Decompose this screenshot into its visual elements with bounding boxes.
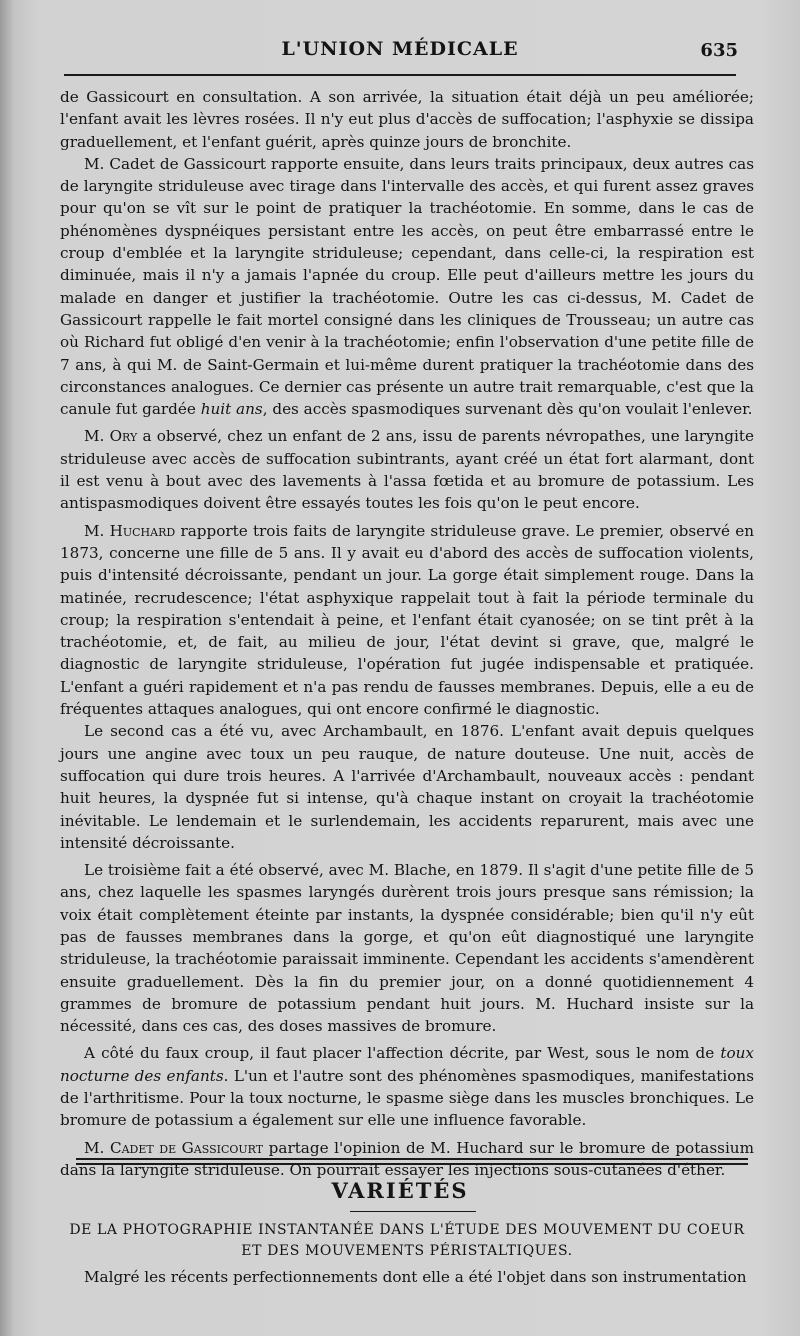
paragraph-8-prefix: M. [84,1138,110,1157]
paragraph-2-end: , des accès spasmodiques survenant dès qu'on voulait l'enlever. [262,400,753,419]
running-title: L'UNION MÉDICALE [281,38,519,60]
article-first-line: Malgré les récents perfectionnements dont elle a été l'objet dans son instrumentation [84,1268,747,1286]
paragraph-2-text: M. Cadet de Gassicourt rapporte ensuite, dans leurs traits principaux, deux autres cas de laryngite striduleuse avec tirage dans l'intervalle des accès, et qui furent assez graves pour qu'on se vît sur le point de pratiquer la trachéotomie. En somme, dans le cas de phénomènes dyspnéiques persistant entre les accès, on peut être embarrassé entre le croup d'emblée et la laryngite striduleuse; cependant, dans celle-ci, la respiration est diminuée, mais il n'y a jamais l'apnée du croup. Elle peut d'ailleurs mettre les jours du malade en danger et justifier la trachéotomie. Outre les cas ci-dessus, M. Cadet de Gassicourt rappelle le fait mortel consigné dans les cliniques de Trousseau; un autre cas où Richard fut obligé d'en venir à la trachéotomie; enfin l'observation d'une petite fille de 7 ans, à qui M. de Saint-Germain et lui-même durent pratiquer la trachéotomie dans des circonstances analogues. Ce dernier cas présente un autre trait remarquable, c'est que la canule fut gardée [60,154,754,419]
paragraph-7-text: A côté du faux croup, il faut placer l'affection décrite, par West, sous le nom de [84,1044,715,1063]
italic-huit-ans: huit ans [200,400,263,419]
header-rule [64,74,736,76]
paragraph-1: de Gassicourt en consultation. A son arrivée, la situation était déjà un peu améliorée; l'enfant avait les lèvres rosées. Il n'y eut plus d'accès de suffocation; l'asphyxie se dissipa graduellement, et l'enfant guérit, après quinze jours de bronchite. [60,88,754,151]
article-title-line-1: DE LA PHOTOGRAPHIE INSTANTANÉE DANS L'ÉTUDE DES MOUVEMENT DU COEUR [69,1222,745,1238]
article-title [60,1220,754,1262]
author-ory: Ory [109,427,138,446]
section-divider [76,1158,748,1165]
article-body [60,86,754,1181]
italic-toux-nocturne: toux nocturne des enfants [60,1044,754,1085]
paragraph-3 [60,425,754,514]
author-huchard: Huchard [109,521,176,540]
article-title-line-2: ET DES MOUVEMENTS PÉRISTALTIQUES. [241,1243,573,1259]
paragraph-6: Le troisième fait a été observé, avec M. Blache, en 1879. Il s'agit d'une petite fille de 5 ans, chez laquelle les spasmes laryngés durèrent trois jours presque sans rémission; la voix était complètement éteinte par instants, la dyspnée considérable; bien qu'il n'y eût pas de fausses membranes dans la gorge, et qu'on eût diagnostiqué une laryngite striduleuse, la trachéotomie paraissait imminente. Cependant les accidents s'amendèrent ensuite graduellement. Dès la fin du premier jour, on a donné quotidiennement 4 grammes de bromure de potassium pendant huit jours. M. Huchard insiste sur la nécessité, dans ces cas, des doses massives de bromure. [60,861,754,1036]
paragraph-2 [60,153,754,421]
paragraph-8-text: partage l'opinion de M. Huchard sur le bromure de potassium dans la laryngite striduleuse. On pourrait essayer les injections sous-cutanées d'éther. [60,1138,754,1179]
paragraph-4-text: rapporte trois faits de laryngite striduleuse grave. Le premier, observé en 1873, concerne une fille de 5 ans. Il y avait eu d'abord des accès de suffocation violents, puis d'intensité décroissante, pendant un jour. La gorge était simplement rouge. Dans la matinée, recrudescence; l'état asphyxique rappelait tout à fait la période terminale du croup; la respiration s'entendait à peine, et l'enfant était cyanosée; on se tint prêt à la trachéotomie, et, de fait, au milieu de jour, l'état devint si grave, que, malgré le diagnostic de laryngite striduleuse, l'opération fut jugée indispensable et pratiquée. L'enfant a guéri rapidement et n'a pas rendu de fausses membranes. Depuis, elle a eu de fréquentes attaques analogues, qui ont encore confirmé le diagnostic. [60,521,754,719]
page-number: 635 [700,40,738,61]
paragraph-4 [60,520,754,721]
author-cadet-de-gassicourt: Cadet de Gassicourt [109,1138,264,1157]
paragraph-7-end: . L'un et l'autre sont des phénomènes spasmodiques, manifestations de l'arthritisme. Pour la toux nocturne, le spasme siège dans les muscles bronchiques. Le bromure de potassium a également sur elle une influence favorable. [60,1066,754,1130]
section-title-rule [350,1211,476,1212]
page-header [60,38,740,68]
paragraph-5: Le second cas a été vu, avec Archambault, en 1876. L'enfant avait depuis quelques jours une angine avec toux un peu rauque, de nature douteuse. Une nuit, accès de suffocation qui dure trois heures. A l'arrivée d'Archambault, nouveaux accès : pendant huit heures, la dyspnée fut si intense, qu'à chaque instant on croyait la trachéotomie inévitable. Le lendemain et le surlendemain, les accidents reparurent, mais avec une intensité décroissante. [60,722,754,852]
paragraph-4-prefix: M. [84,521,110,540]
paragraph-7 [60,1042,754,1131]
section-title: VARIÉTÉS [331,1178,469,1203]
paragraph-3-prefix: M. [84,427,110,446]
paragraph-3-text: a observé, chez un enfant de 2 ans, issu de parents névropathes, une laryngite striduleuse avec accès de suffocation subintrants, ayant créé un état fort alarmant, dont il est venu à bout avec des lavements à l'assa fœtida et au bromure de potassium. Les antispasmodiques doivent être essayés toutes les fois qu'on le peut encore. [60,427,754,513]
